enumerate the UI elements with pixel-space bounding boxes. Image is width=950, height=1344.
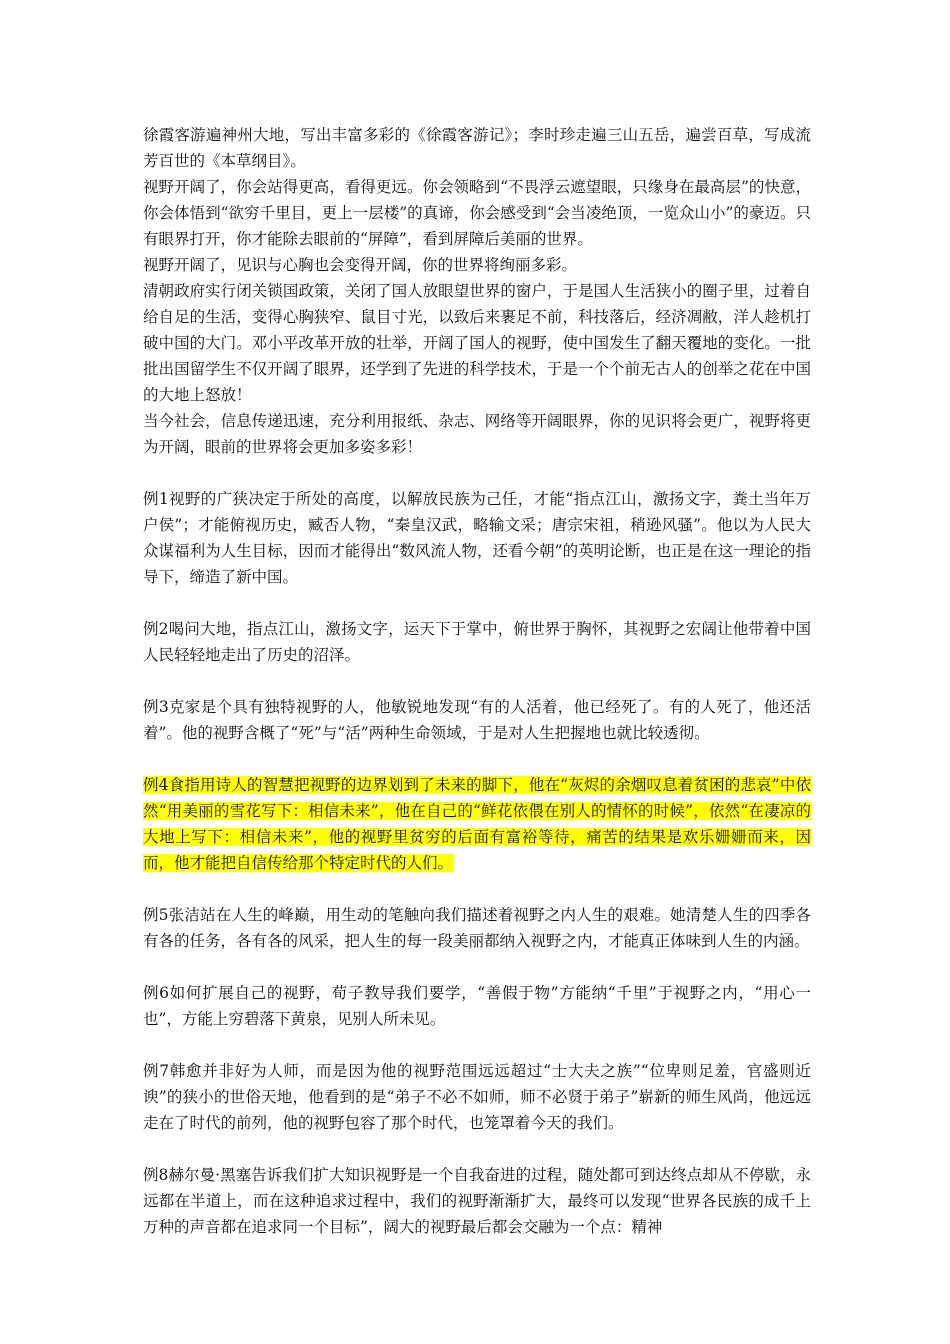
example-7: 例7韩愈并非好为人师，而是因为他的视野范围远远超过“士大夫之族”“位卑则足羞，官盛则近谀”的狭小的世俗天地，他看到的是“弟子不必不如师，师不必贤于弟子”崭新的师生风尚，他远远走在了时代的前列，他的视野包容了那个时代，也笼罩着今天的我们。 — [143, 1062, 811, 1132]
example-4-highlighted — [143, 772, 811, 876]
blank-line — [143, 590, 811, 616]
blank-line — [143, 668, 811, 694]
blank-line — [143, 954, 811, 980]
example-8: 例8赫尔曼·黑塞告诉我们扩大知识视野是一个自我奋进的过程，随处都可到达终点却从不停歇，永远都在半道上，而在这种追求过程中，我们的视野渐渐扩大，最终可以发现“世界各民族的成千上万种的声音都在追求同一个目标”，阔大的视野最后都会交融为一个点：精神 — [143, 1166, 811, 1236]
blank-line — [143, 876, 811, 902]
blank-line — [143, 460, 811, 486]
blank-line — [143, 746, 811, 772]
example-1: 例1视野的广狭决定于所处的高度，以解放民族为己任，才能“指点江山，激扬文字，粪土当年万户侯”；才能俯视历史，臧否人物，“秦皇汉武，略输文采；唐宗宋祖，稍逊风骚”。他以为人民大众谋福利为人生目标，因而才能得出“数风流人物，还看今朝”的英明论断，也正是在这一理论的指导下，缔造了新中国。 — [143, 490, 811, 586]
paragraph-xu-xiake: 徐霞客游遍神州大地，写出丰富多彩的《徐霞客游记》；李时珍走遍三山五岳，遍尝百草，写成流芳百世的《本草纲目》。 — [143, 126, 811, 170]
blank-line — [143, 1032, 811, 1058]
example-3: 例3克家是个具有独特视野的人，他敏锐地发现“有的人活着，他已经死了。有的人死了，他还活着”。他的视野含概了“死”与“活”两种生命领域，于是对人生把握地也就比较透彻。 — [143, 698, 811, 742]
paragraph-modern-society: 当今社会，信息传递迅速，充分利用报纸、杂志、网络等开阔眼界，你的见识将会更广，视野将更为开阔，眼前的世界将会更加多姿多彩！ — [143, 412, 811, 456]
paragraph-open-mind: 视野开阔了，见识与心胸也会变得开阔，你的世界将绚丽多彩。 — [143, 256, 578, 274]
example-6: 例6如何扩展自己的视野，荀子教导我们要学，“善假于物”方能纳“千里”于视野之内，“用心一也”，方能上穷碧落下黄泉，见别人所未见。 — [143, 984, 811, 1028]
blank-line — [143, 1136, 811, 1162]
paragraph-qing-dynasty: 清朝政府实行闭关锁国政策，关闭了国人放眼望世界的窗户，于是国人生活狭小的圈子里，过着自给自足的生活，变得心胸狭窄、鼠目寸光，以致后来裹足不前，科技落后，经济凋敝，洋人趁机打破中国的大门。邓小平改革开放的壮举，开阔了国人的视野，使中国发生了翻天覆地的变化。一批批出国留学生不仅开阔了眼界，还学到了先进的科学技术，于是一个个前无古人的创举之花在中国的大地上怒放！ — [143, 282, 811, 404]
example-5: 例5张洁站在人生的峰巅，用生动的笔触向我们描述着视野之内人生的艰难。她清楚人生的四季各有各的任务，各有各的风采，把人生的每一段美丽都纳入视野之内，才能真正体味到人生的内涵。 — [143, 906, 811, 950]
highlighted-text: 例4食指用诗人的智慧把视野的边界划到了未来的脚下，他在“灰烬的余烟叹息着贫困的悲哀”中依然“用美丽的雪花写下：相信未来”，他在自己的“鲜花依偎在别人的情怀的时候”，依然“在凄凉的大地上写下：相信未来”，他的视野里贫穷的后面有富裕等待，痛苦的结果是欢乐姗姗而来，因而，他才能把自信传给那个特定时代的人们。 — [143, 776, 811, 872]
example-2: 例2喝问大地，指点江山，激扬文字，运天下于掌中，俯世界于胸怀，其视野之宏阔让他带着中国人民轻轻地走出了历史的沼泽。 — [143, 620, 811, 664]
paragraph-broad-vision: 视野开阔了，你会站得更高，看得更远。你会领略到“不畏浮云遮望眼，只缘身在最高层”的快意，你会体悟到“欲穷千里目，更上一层楼”的真谛，你会感受到“会当凌绝顶，一览众山小”的豪迈。只有眼界打开，你才能除去眼前的“屏障”，看到屏障后美丽的世界。 — [143, 178, 811, 248]
document-page — [143, 122, 811, 1240]
